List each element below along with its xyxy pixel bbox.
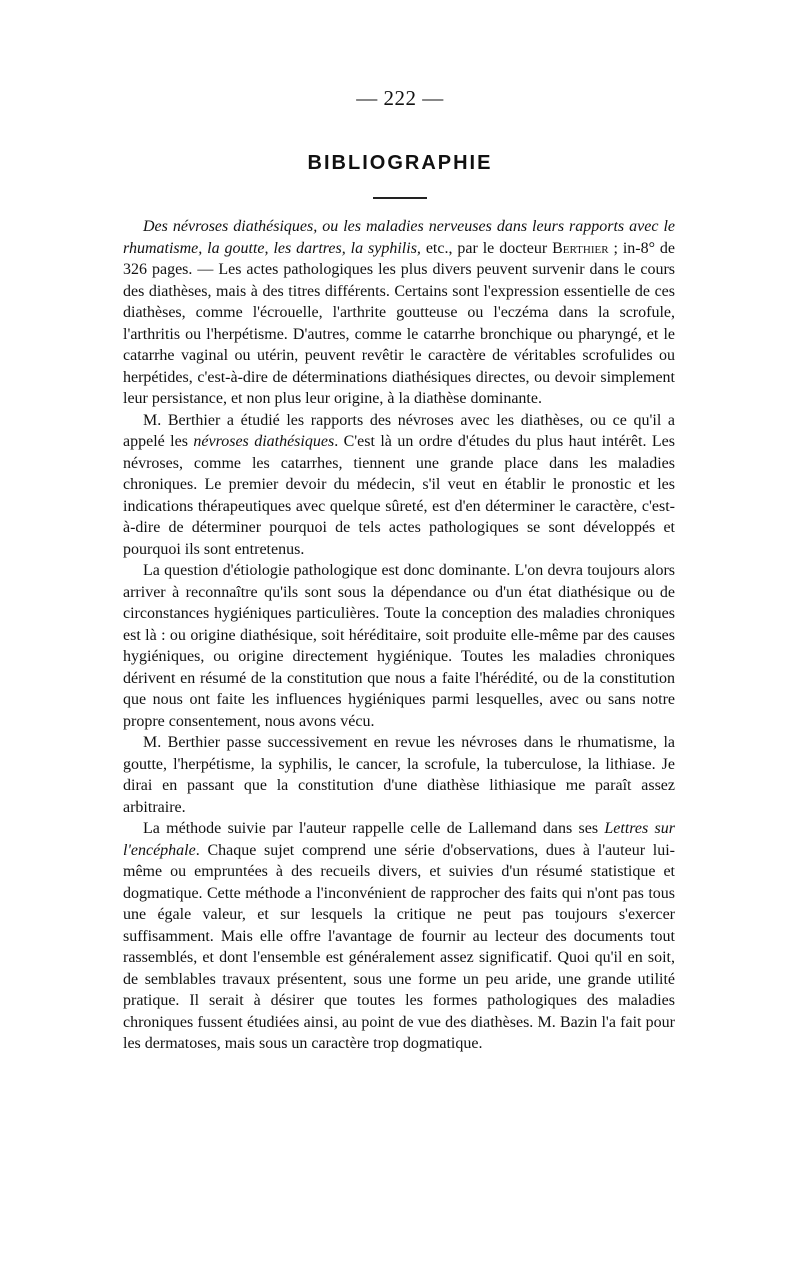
paragraph-4: M. Berthier passe successivement en revue les névroses dans le rhumatisme, la goutte, l'herpétisme, la syphilis, le cancer, la scrofule, la tuberculose, la lithiase. Je dirai en passant que la constitution d'une diathèse lithiasique me paraît assez arbitraire. [123, 734, 675, 816]
page-number: — 222 — [356, 86, 444, 110]
bibliography-body [123, 216, 675, 1055]
section-title: BIBLIOGRAPHIE [307, 152, 493, 174]
paragraph-5 [123, 818, 675, 1055]
paragraph-2 [123, 410, 675, 561]
entry-summary: ; in-8° de 326 pages. — Les actes pathologiques les plus divers peuvent survenir dans le cours des diathèses, mais à des titres différents. Certains sont l'expression essentielle de ces diathèses, comme l'écrouelle, l'arthrite goutteuse ou l'eczéma dans la scrofule, l'arthritis ou l'herpétisme. D'autres, comme le catarrhe bronchique ou pharyngé, et le catarrhe vaginal ou utérin, peuvent revêtir le caractère de véritables scrofulides ou herpétides, c'est-à-dire de déterminations diathésiques directes, ou devoir simplement leur persistance, et non plus leur origine, à la diathèse dominante. [123, 239, 676, 407]
paragraph-3: La question d'étiologie pathologique est donc dominante. L'on devra toujours alors arriver à reconnaître qu'ils sont sous la dépendance ou d'un état diathésique ou de circonstances hygiéniques particulières. Toute la conception des maladies chroniques est là : ou origine diathésique, soit héréditaire, soit produite elle-même par des causes hygiéniques, ou origine directement hygiénique. Toutes les maladies chroniques dérivent en résumé de la constitution que nous a faite l'hérédité, ou de la constitution que nous ont faite les influences hygiéniques parmi lesquelles, avec ou sans notre propre consentement, nous avons vécu. [123, 562, 675, 730]
paragraph-5-text-b: . Chaque sujet comprend une série d'observations, dues à l'auteur lui-même ou empruntées à des recueils divers, et suivies d'un résumé statistique et dogmatique. Cette méthode a l'inconvénient de rapprocher des faits qui n'ont pas tous une égale valeur, et sur lesquels la critique ne peut pas toujours s'exercer suffisamment. Mais elle offre l'avantage de fournir au lecteur des documents tout rassemblés, et dont l'ensemble est généralement assez significatif. Quoi qu'il en soit, de semblables travaux présentent, sous une forme un peu aride, une grande utilité pratique. Il serait à désirer que toutes les formes pathologiques des maladies chroniques fussent étudiées ainsi, au point de vue des diathèses. M. Bazin l'a fait pour les dermatoses, mais sous un caractère trop dogmatique. [123, 841, 675, 1052]
title-rule [373, 197, 427, 199]
paragraph-2-text-a: M. Berthier a étudié les rapports des névroses avec les diathèses, ou ce qu'il a appelé les [123, 411, 675, 450]
paragraph-5-text-a: La méthode suivie par l'auteur rappelle celle de Lallemand dans ses [143, 820, 605, 837]
paragraph-2-emphasis: névroses diathésiques [193, 433, 335, 450]
paragraph-5-emphasis: Lettres sur l'encéphale [123, 820, 675, 859]
work-title: Des névroses diathésiques, ou les maladies nerveuses dans leurs rapports avec le rhumatisme, la goutte, les dartres, la syphilis, [123, 218, 675, 257]
author-name: Berthier [552, 239, 609, 257]
bibliography-entry [123, 216, 675, 410]
entry-by: etc., par le docteur [420, 239, 553, 257]
paragraph-2-text-b: . C'est là un ordre d'études du plus haut intérêt. Les névroses, comme les catarrhes, tiennent une grande place dans les maladies chroniques. Le premier devoir du médecin, s'il veut en établir le pronostic et les indications thérapeutiques avec quelque sûreté, est d'en déterminer le caractère, c'est-à-dire de déterminer pourquoi de tels actes pathologiques se sont développés et pourquoi ils sont entretenus. [123, 433, 675, 558]
